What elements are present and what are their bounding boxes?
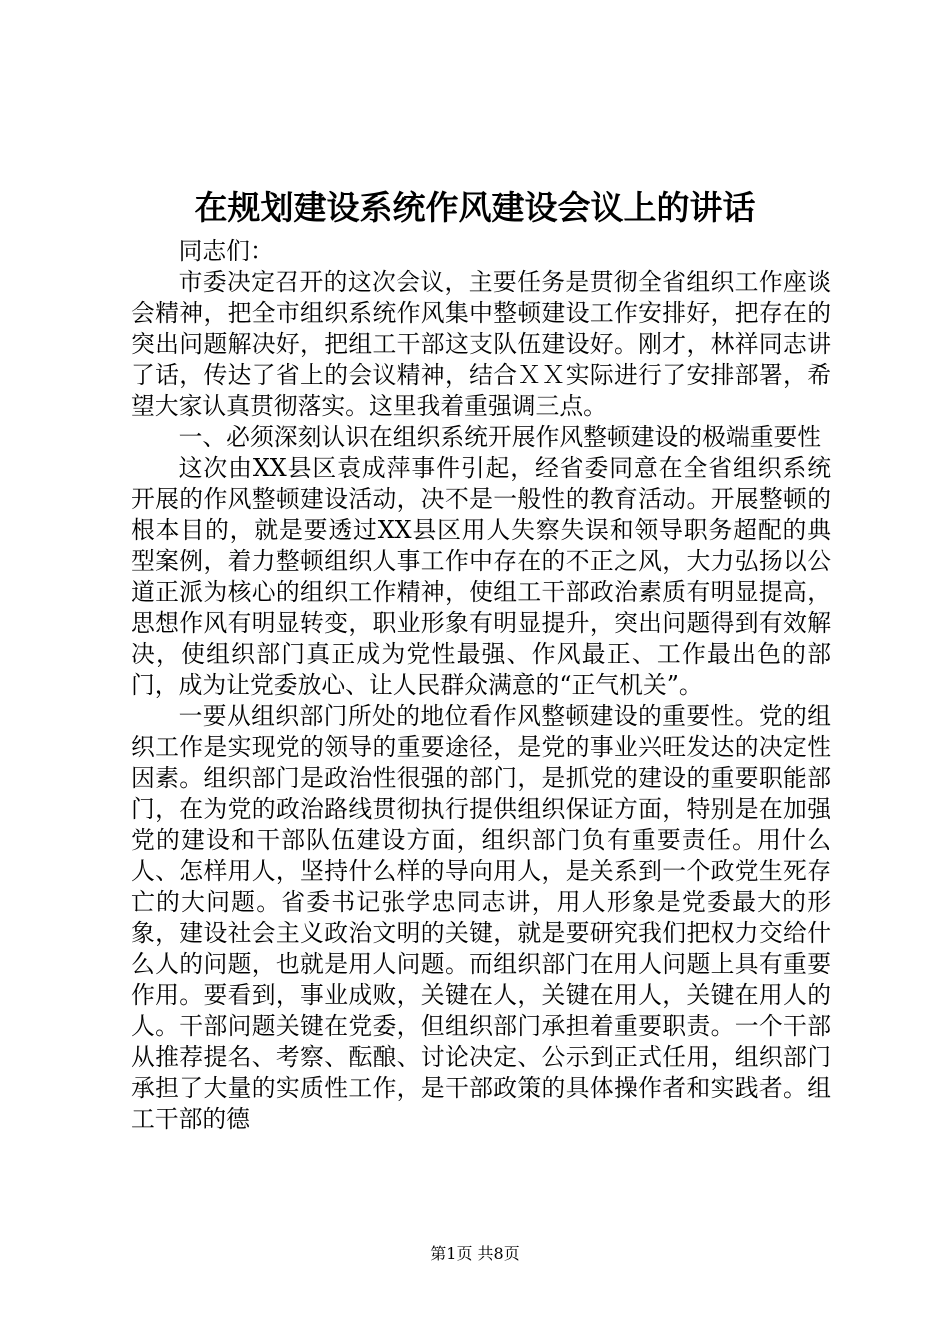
document-title: 在规划建设系统作风建设会议上的讲话 xyxy=(194,188,756,227)
salutation-paragraph: 同志们： xyxy=(178,237,274,265)
document-body xyxy=(131,236,831,1135)
body-paragraph: 这次由XX县区袁成萍事件引起，经省委同意在全省组织系统开展的作风整顿建设活动，决不是一般性的教育活动。开展整顿的根本目的，就是要透过XX县区用人失察失误和领导职务超配的典型案例，着力整顿组织人事工作中存在的不正之风，大力弘扬以公道正派为核心的组织工作精神，使组工干部政治素质有明显提高，思想作风有明显转变，职业形象有明显提升，突出问题得到有效解决，使组织部门真正成为党性最强、作风最正、工作最出色的部门，成为让党委放心、让人民群众满意的“正气机关”。 xyxy=(131,454,831,699)
body-paragraph: 一要从组织部门所处的地位看作风整顿建设的重要性。党的组织工作是实现党的领导的重要途径，是党的事业兴旺发达的决定性因素。组织部门是政治性很强的部门，是抓党的建设的重要职能部门，在为党的政治路线贯彻执行提供组织保证方面，特别是在加强党的建设和干部队伍建设方面，组织部门负有重要责任。用什么人、怎样用人，坚持什么样的导向用人，是关系到一个政党生死存亡的大问题。省委书记张学忠同志讲，用人形象是党委最大的形象，建设社会主义政治文明的关键，就是要研究我们把权力交给什么人的问题，也就是用人问题。而组织部门在用人问题上具有重要作用。要看到，事业成败，关键在人，关键在用人，关键在用人的人。干部问题关键在党委，但组织部门承担着重要职责。一个干部从推荐提名、考察、酝酿、讨论决定、公示到正式任用，组织部门承担了大量的实质性工作，是干部政策的具体操作者和实践者。组工干部的德 xyxy=(131,702,831,1133)
intro-paragraph: 市委决定召开的这次会议，主要任务是贯彻全省组织工作座谈会精神，把全市组织系统作风集中整顿建设工作安排好，把存在的突出问题解决好，把组工干部这支队伍建设好。刚才，林祥同志讲了话，传达了省上的会议精神，结合ＸＸ实际进行了安排部署，希望大家认真贯彻落实。这里我着重强调三点。 xyxy=(131,268,831,420)
page-number-footer: 第1页 共8页 xyxy=(430,1244,520,1263)
section-heading: 一、必须深刻认识在组织系统开展作风整顿建设的极端重要性 xyxy=(178,423,822,451)
